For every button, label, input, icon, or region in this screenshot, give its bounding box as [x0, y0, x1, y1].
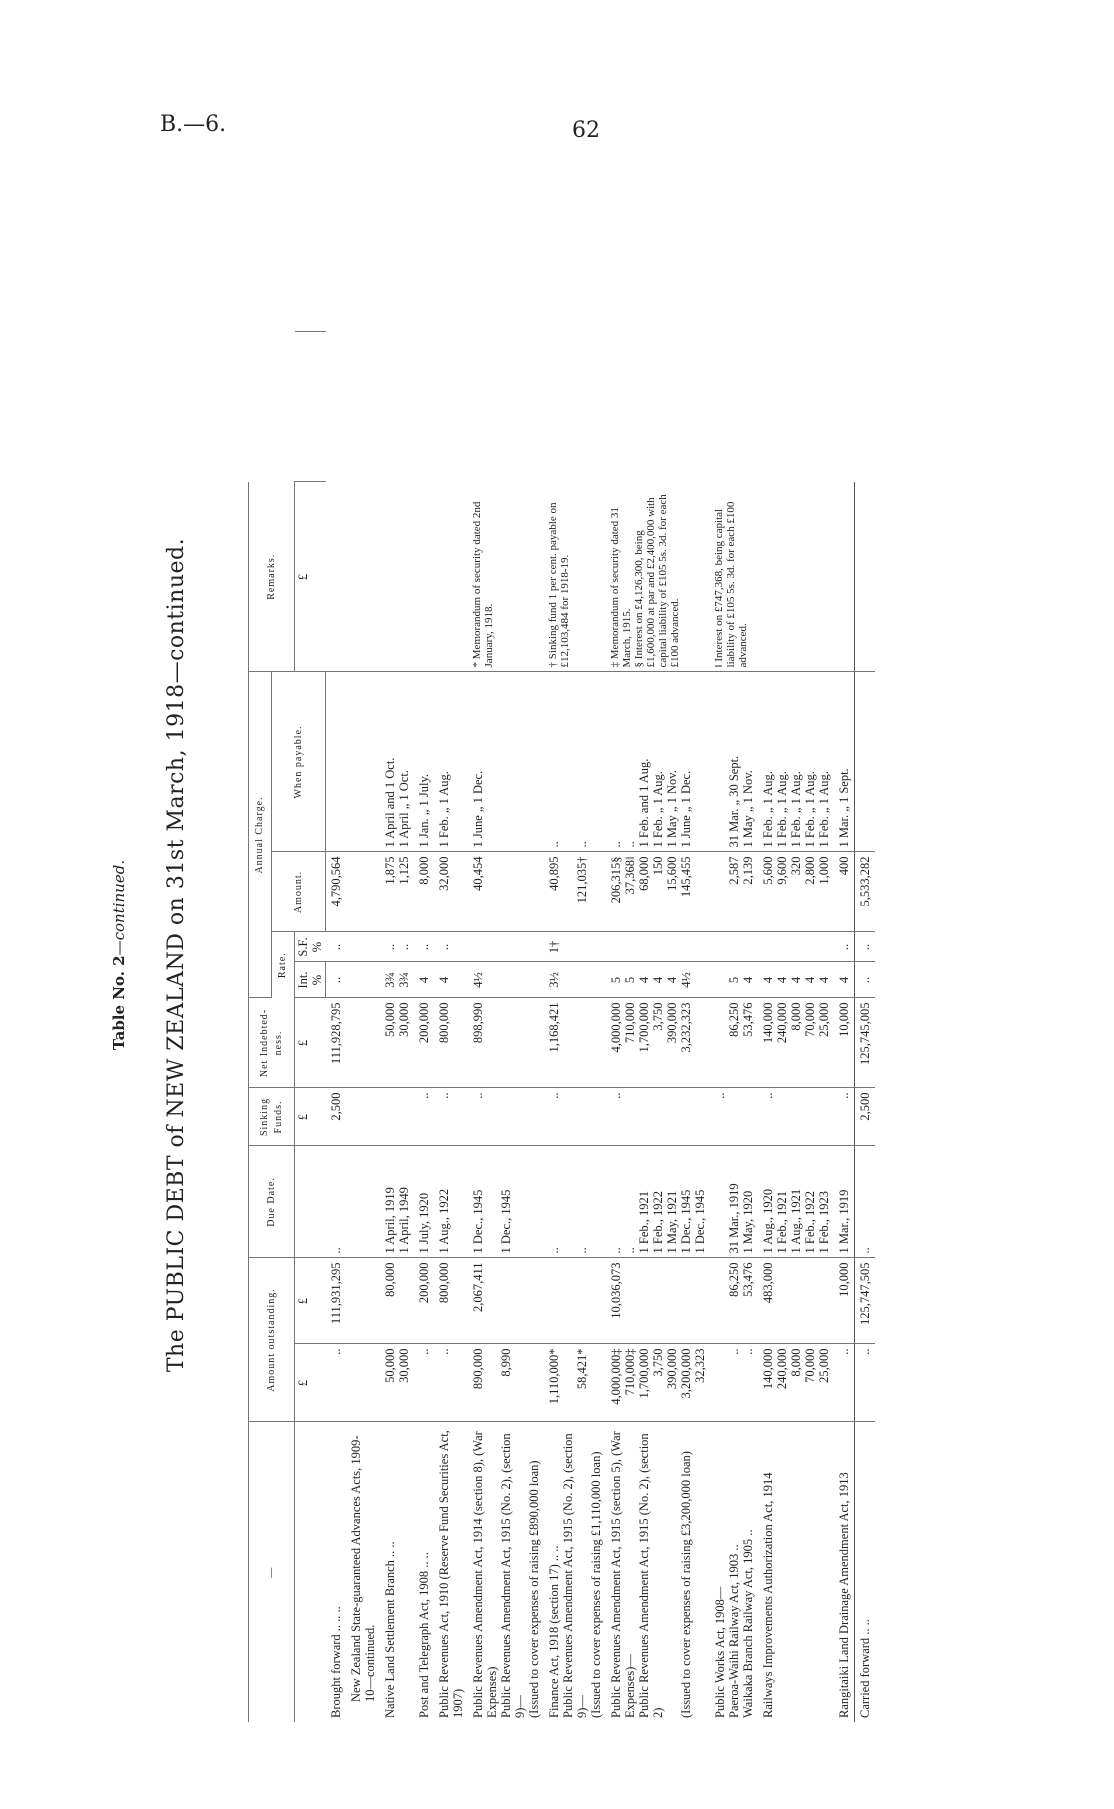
row-charge-amount: 4,790,564	[326, 852, 347, 932]
row-due-date: 1 Dec., 1945 1 Dec., 1945	[468, 1146, 544, 1258]
row-rate-sf	[710, 932, 758, 962]
table-row	[414, 182, 434, 1722]
row-remarks: † Sinking fund 1 per cent. payable on £12,103,484 for 1918-19.	[544, 482, 606, 672]
row-when-payable	[346, 672, 380, 852]
row-amount-partial	[346, 1344, 380, 1422]
row-amount-total: 86,250 53,476	[710, 1258, 758, 1344]
row-remarks	[758, 482, 834, 672]
row-remarks	[414, 482, 434, 672]
row-amount-partial: ..	[855, 1344, 876, 1422]
row-net-indebtedness	[346, 998, 380, 1088]
row-when-payable: 1 June „ 1 Dec.	[468, 672, 544, 852]
row-amount-partial: ..	[414, 1344, 434, 1422]
row-amount-total: 200,000	[414, 1258, 434, 1344]
row-charge-amount: 2,587 2,139	[710, 852, 758, 932]
row-net-indebtedness: 10,000	[834, 998, 855, 1088]
row-amount-partial: 140,000 240,000 8,000 70,000 25,000	[758, 1344, 834, 1422]
row-rate-int: 3½	[544, 962, 606, 998]
row-when-payable: 1 April and 1 Oct. 1 April „ 1 Oct.	[380, 672, 414, 852]
row-net-indebtedness: 125,745,005	[855, 998, 876, 1088]
row-description: Finance Act, 1918 (section 17) .. .. Public Revenues Amendment Act, 1915 (No. 2), (section 9)— (Issued to cover expenses of raising £1,110,000 loan)	[547, 1433, 603, 1718]
row-sinking-funds: ..	[758, 1088, 834, 1146]
header-sf-label: S.F.	[296, 937, 310, 957]
row-amount-total: 111,931,295	[326, 1258, 347, 1344]
row-sinking-funds: ..	[434, 1088, 468, 1146]
row-sinking-funds: ..	[468, 1088, 544, 1146]
page-number: 62	[572, 118, 600, 143]
row-due-date: 1 Aug., 1922	[434, 1146, 468, 1258]
row-due-date: .. .. 1 Feb., 1921 1 Feb., 1922 1 May, 1921 1 Dec., 1945 1 Dec., 1945	[606, 1146, 710, 1258]
table-row	[326, 182, 347, 1722]
row-charge-amount	[346, 852, 380, 932]
unit-when	[295, 332, 326, 482]
row-sinking-funds: ..	[544, 1088, 606, 1146]
row-amount-total: 125,747,505	[855, 1258, 876, 1344]
header-sinking-funds: Sinking Funds.	[249, 1088, 295, 1146]
row-rate-sf: .. ..	[380, 932, 414, 962]
row-when-payable: 1 Feb. „ 1 Aug. 1 Feb. „ 1 Aug. 1 Feb. „ 1 Aug. 1 Feb. „ 1 Aug. 1 Feb. „ 1 Aug.	[758, 672, 834, 852]
row-rate-sf	[758, 932, 834, 962]
row-net-indebtedness: 140,000 240,000 8,000 70,000 25,000	[758, 998, 834, 1088]
row-amount-partial: ..	[434, 1344, 468, 1422]
page-reference: B.—6.	[160, 112, 227, 137]
row-sinking-funds: ..	[414, 1088, 434, 1146]
row-remarks	[326, 482, 347, 672]
row-sinking-funds	[380, 1088, 414, 1146]
row-amount-total	[544, 1258, 606, 1344]
row-net-indebtedness: 50,000 30,000	[380, 998, 414, 1088]
row-rate-int: 4	[434, 962, 468, 998]
unit-sinking: £	[295, 1088, 326, 1146]
row-description: Brought forward .. .. ..	[328, 1606, 343, 1718]
row-net-indebtedness: 898,990	[468, 998, 544, 1088]
row-charge-amount: 40,895 121,035†	[544, 852, 606, 932]
row-description: New Zealand State-guaranteed Advances Acts, 1909-10—continued.	[349, 1435, 377, 1702]
header-due-date: Due Date.	[249, 1146, 295, 1258]
row-amount-partial: 890,000 8,990	[468, 1344, 544, 1422]
row-net-indebtedness: 1,168,421	[544, 998, 606, 1088]
row-charge-amount: 32,000	[434, 852, 468, 932]
table-number-label: Table No. 2	[110, 955, 128, 1051]
row-charge-amount: 1,875 1,125	[380, 852, 414, 932]
row-amount-total	[346, 1258, 380, 1344]
row-due-date: ..	[326, 1146, 347, 1258]
unit-amount-2: £	[295, 1258, 326, 1344]
row-charge-amount: 5,533,282	[855, 852, 876, 932]
header-amount-outstanding: Amount outstanding.	[249, 1258, 295, 1422]
row-amount-partial: 50,000 30,000	[380, 1344, 414, 1422]
row-when-payable: .. .. 1 Feb. and 1 Aug. 1 Feb. „ 1 Aug. 1 May „ 1 Nov. 1 June „ 1 Dec.	[606, 672, 710, 852]
row-due-date: .. ..	[544, 1146, 606, 1258]
unit-blank	[295, 1422, 326, 1722]
row-due-date: 1 July, 1920	[414, 1146, 434, 1258]
row-net-indebtedness: 800,000	[434, 998, 468, 1088]
row-charge-amount: 5,600 9,600 320 2,800 1,000	[758, 852, 834, 932]
header-net-indebtedness: Net Indebted-ness.	[249, 998, 295, 1088]
row-sinking-funds: 2,500	[326, 1088, 347, 1146]
row-rate-sf	[606, 932, 710, 962]
row-rate-int: 4	[414, 962, 434, 998]
header-row-1	[249, 182, 272, 1722]
unit-int: %	[310, 974, 324, 986]
row-description: Public Revenues Amendment Act, 1915 (section 5), (War Expenses)— Public Revenues Amendment Act, 1915 (No. 2), (section 2) (Issued to cover expenses of raising £3,200,000 loan)	[609, 1431, 693, 1718]
table-row	[606, 182, 710, 1722]
row-remarks	[434, 482, 468, 672]
row-rate-int: ..	[855, 962, 876, 998]
row-amount-total: 10,036,073	[606, 1258, 710, 1344]
unit-sf: %	[310, 941, 324, 953]
row-rate-int: 4	[834, 962, 855, 998]
row-amount-partial: 1,110,000* 58,421*	[544, 1344, 606, 1422]
units-row	[295, 182, 326, 1722]
row-rate-int: 3¾ 3¾	[380, 962, 414, 998]
row-amount-partial: ..	[326, 1344, 347, 1422]
table-row	[346, 182, 380, 1722]
row-when-payable: 1 Jan. „ 1 July.	[414, 672, 434, 852]
row-rate-sf	[346, 932, 380, 962]
row-remarks: ‡ Memorandum of security dated 31 March, 1915. § Interest on £4,126,300, being £1,600,000 at par and £2,400,000 with capital liability of £105 5s. 3d. for each £100 advanced.	[606, 482, 710, 672]
row-remarks: ‖ Interest on £747,368, being capital liability of £105 5s. 3d. for each £100 advanced.	[710, 482, 758, 672]
table-body	[326, 182, 876, 1722]
row-net-indebtedness: 200,000	[414, 998, 434, 1088]
row-remarks	[834, 482, 855, 672]
table-row	[834, 182, 855, 1722]
table-title: The PUBLIC DEBT of NEW ZEALAND on 31st March, 1918—continued.	[164, 537, 189, 1373]
row-rate-int: 4 4 4 4 4	[758, 962, 834, 998]
table-row	[544, 182, 606, 1722]
row-remarks: * Memorandum of security dated 2nd January, 1918.	[468, 482, 544, 672]
row-due-date: 1 Aug., 1920 1 Feb., 1921 1 Aug., 1921 1 Feb., 1922 1 Feb., 1923	[758, 1146, 834, 1258]
table-row	[758, 182, 834, 1722]
header-sf	[295, 932, 326, 962]
row-amount-total: 800,000	[434, 1258, 468, 1344]
row-amount-partial: .. ..	[710, 1344, 758, 1422]
header-annual-charge: Annual Charge.	[249, 672, 272, 998]
table-row	[710, 182, 758, 1722]
row-amount-total: 2,067,411	[468, 1258, 544, 1344]
row-rate-sf: ..	[855, 932, 876, 962]
header-when-payable: When payable.	[272, 672, 326, 852]
row-description: Public Revenues Act, 1910 (Reserve Fund Securities Act, 1907)	[437, 1430, 465, 1718]
row-amount-total: 80,000	[380, 1258, 414, 1344]
row-charge-amount: 206,315§ 37,368‖ 68,000 150 15,600 145,455	[606, 852, 710, 932]
table-row	[380, 182, 414, 1722]
row-net-indebtedness: 4,000,000 710,000 1,700,000 3,750 390,000 3,232,323	[606, 998, 710, 1088]
row-sinking-funds: 2,500	[855, 1088, 876, 1146]
row-when-payable	[326, 672, 347, 852]
rotated-page-content	[108, 170, 988, 1740]
row-due-date: 31 Mar., 1919 1 May, 1920	[710, 1146, 758, 1258]
unit-amount-1: £	[295, 1344, 326, 1422]
row-description: Railways Improvements Authorization Act, 1914	[761, 1472, 775, 1718]
row-description: Public Revenues Amendment Act, 1914 (section 8), (War Expenses) Public Revenues Amendment Act, 1915 (No. 2), (section 9)— (Issued to cover expenses of raising £890,000 loan)	[471, 1431, 541, 1718]
header-rate: Rate.	[272, 932, 295, 998]
row-rate-int: ..	[326, 962, 347, 998]
table-number	[110, 170, 128, 1740]
row-charge-amount: 40,454	[468, 852, 544, 932]
row-rate-sf: 1†	[544, 932, 606, 962]
unit-net: £	[295, 998, 326, 1088]
row-amount-total: 10,000	[834, 1258, 855, 1344]
row-description: Carried forward .. ..	[855, 1422, 876, 1722]
header-remarks: Remarks.	[249, 482, 295, 672]
row-remarks	[346, 482, 380, 672]
table-row	[855, 182, 876, 1722]
row-rate-int: 5 5 4 4 4 4½	[606, 962, 710, 998]
row-rate-sf: ..	[326, 932, 347, 962]
row-remarks	[855, 482, 876, 672]
header-int-label: Int.	[296, 971, 310, 989]
header-int	[295, 962, 326, 998]
row-rate-int	[346, 962, 380, 998]
row-net-indebtedness: 111,928,795	[326, 998, 347, 1088]
header-description: —	[249, 1422, 295, 1722]
row-description: Post and Telegraph Act, 1908 .. ..	[417, 1552, 431, 1718]
row-remarks	[380, 482, 414, 672]
row-sinking-funds	[346, 1088, 380, 1146]
unit-remarks	[295, 182, 326, 332]
row-rate-sf: ..	[414, 932, 434, 962]
header-charge-amount: Amount.	[272, 852, 326, 932]
public-debt-table	[248, 182, 875, 1722]
row-due-date	[346, 1146, 380, 1258]
table-row	[468, 182, 544, 1722]
unit-charge: £	[295, 482, 326, 672]
row-amount-total: 483,000	[758, 1258, 834, 1344]
row-when-payable	[855, 672, 876, 852]
row-rate-int: 5 4	[710, 962, 758, 998]
row-when-payable: 1 Feb. „ 1 Aug.	[434, 672, 468, 852]
row-description: Public Works Act, 1908— Paeroa-Waihi Railway Act, 1903 .. Waikaka Branch Railway Act, 1905 ..	[713, 1529, 755, 1718]
row-when-payable: .. ..	[544, 672, 606, 852]
row-net-indebtedness: 86,250 53,476	[710, 998, 758, 1088]
row-due-date: ..	[855, 1146, 876, 1258]
row-when-payable: 31 Mar. „ 30 Sept. 1 May „ 1 Nov.	[710, 672, 758, 852]
row-charge-amount: 400	[834, 852, 855, 932]
row-sinking-funds: ..	[606, 1088, 710, 1146]
row-amount-partial: ..	[834, 1344, 855, 1422]
row-description: Rangitaiki Land Drainage Amendment Act, 1913	[837, 1472, 851, 1718]
row-rate-sf: ..	[834, 932, 855, 962]
row-rate-int: 4½	[468, 962, 544, 998]
unit-due	[295, 1146, 326, 1258]
row-description: Native Land Settlement Branch .. ..	[383, 1541, 397, 1718]
row-sinking-funds: ..	[710, 1088, 758, 1146]
row-due-date: 1 Mar., 1919	[834, 1146, 855, 1258]
table-row	[434, 182, 468, 1722]
row-charge-amount: 8,000	[414, 852, 434, 932]
table-number-suffix: —continued.	[110, 859, 128, 956]
row-rate-sf	[468, 932, 544, 962]
row-rate-sf: ..	[434, 932, 468, 962]
row-sinking-funds: ..	[834, 1088, 855, 1146]
row-when-payable: 1 Mar. „ 1 Sept.	[834, 672, 855, 852]
row-due-date: 1 April, 1919 1 April, 1949	[380, 1146, 414, 1258]
row-amount-partial: 4,000,000‡ 710,000‡ 1,700,000 3,750 390,000 3,200,000 32,323	[606, 1344, 710, 1422]
